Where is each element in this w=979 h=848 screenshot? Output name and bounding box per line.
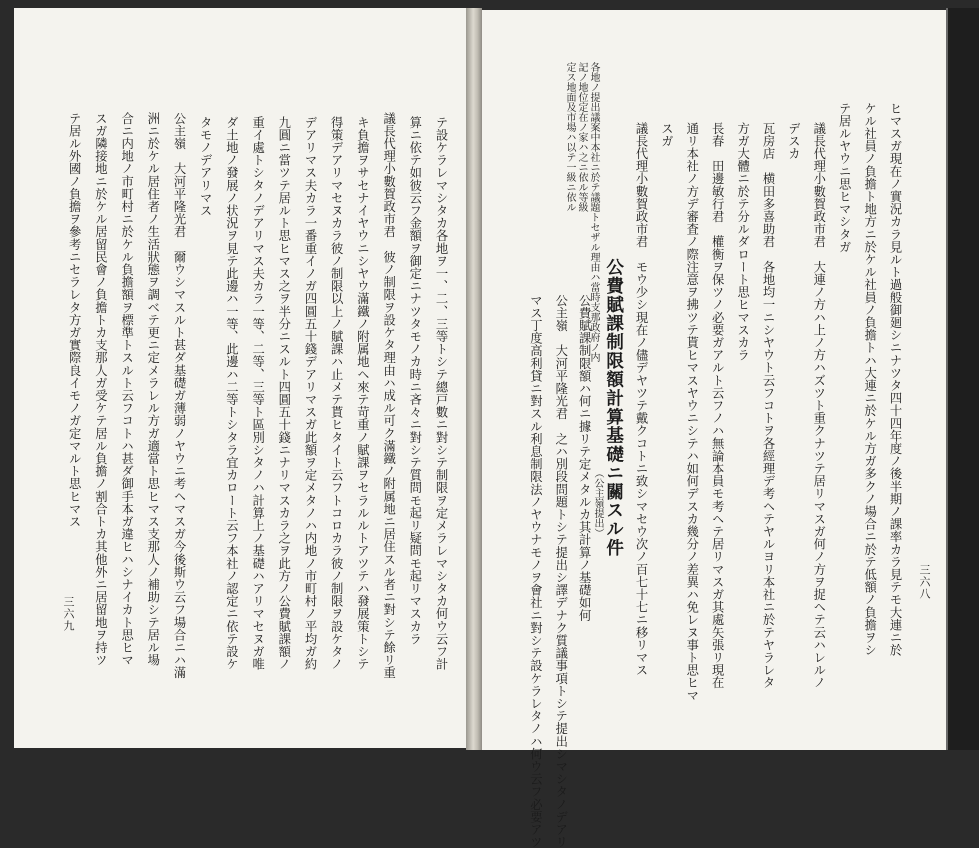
text-column: 議長代理小數賀政市君 大連ノ方ハ上ノ方ハズツト重クナツテ居リマスガ何ノ方ヲ捉ヘテ云ハレルノ <box>811 122 826 689</box>
text-column: 議長代理小數賀政市君 彼ノ制限ヲ設ケタ理由ハ成ル可ク滿鐵ノ附属地ニ居住スル者ニ對シテ餘リ重 <box>381 112 396 679</box>
text-column: スガ隣接地ニ於ケル居留民會ノ負擔トカ支那人ガ受ケテ居ル負擔ノ割合トカ其他外ニ居留地ヲ持ツ <box>93 112 108 667</box>
text-column: 瓦房店 横田多喜助君 各地均一ニシヤウト云フコトヲ各經理デ考ヘテヤルヨリ本社ニ於テヤラレタ <box>761 122 775 689</box>
text-column: タモノデアリマス <box>198 116 213 217</box>
text-column: 公費賦課制限額ハ何ニ據リテ定メタルカ其計算ノ基礎如何 <box>577 294 592 622</box>
text-column: スガ <box>659 122 674 148</box>
left-page <box>14 8 467 748</box>
side-note-line-2: 記ノ地位定在ノ家ハ之ニ依ル等級 <box>576 62 587 212</box>
text-column: 通リ本社ノ方デ審査ノ際注意ヲ拂ツテ貰ヒマスヤウニシテハ如何デスカ幾分ノ差異ハ免レヌ事ト思ヒマ <box>684 122 699 702</box>
text-column: テ設ケラレマシタカ各地ヲ一、二、三等トシテ總戸數ニ對シテ制限ヲ定メラレマシタカ何ウ云フ計 <box>434 116 448 671</box>
left-page-number: 三六九 <box>62 596 75 632</box>
text-column: マス丁度高利貸ニ對スル利息制限法ノヤウナモノヲ會社ニ對シテ設ケラレタノハ何ウ云フ必要アツ <box>528 294 543 848</box>
text-column: 公費賦課制限額計算基礎ニ關スル件 <box>603 258 624 558</box>
side-note-line-3: 定ス地面及市場ハ以テ一級ニ依ル <box>564 62 575 212</box>
text-column: 公主嶺 大河平隆光君 之ハ別段問題トシテ提出シ譯デナク質議事項トシテ提出シマシタノデアリ <box>553 294 568 848</box>
text-column: 重イ處トシタノデアリマス夫カラ一等、二等、三等ト區別シタノハ計算上ノ基礎ハアリマセヌガ唯 <box>250 116 265 671</box>
text-column: 洲ニ於ケル居住者ノ生活狀態ヲ調ベテ更ニ定メラレル方ガ適當ト思ヒマス支那人ノ補助シテ居ル場 <box>145 112 160 667</box>
text-column: ヒマスガ現在ノ實況カラ見ルト過般御廻シニナツタ四十四年度ノ後半期ノ課率カラ見テモ大連ニ於 <box>888 102 902 657</box>
text-column: ダ土地ノ發展ノ状況ヲ見テ此邊ハ一等、此邊ハ二等トシタラ宜カロート云フ本社ノ認定ニ依テ設ケ <box>224 116 239 671</box>
text-column: テ居ルヤウニ思ヒマシタガ <box>837 102 852 254</box>
book-gutter <box>466 8 482 750</box>
text-column: ケル社員ノ負擔ト地方ニ於ケル社員ノ負擔トハ大連ニ於ケル方ガ多クノ場合ニ於テ低額ノ負擔ヲシ <box>862 102 877 657</box>
text-column: 議長代理小數賀政市君 モウ少シ現在ノ儘デヤツテ戴クコトニ致シマセウ次ノ百七十七ニ移リマス <box>634 122 648 677</box>
right-page-number: 三六八 <box>918 564 931 600</box>
side-note-line-1: 各地ノ提出議案中本社ニ於テ議題トセザル理由ハ當時支那政府ノ内 <box>588 62 599 362</box>
heading-note: （公主嶺提出） <box>592 468 603 538</box>
text-column: 公主嶺 大河平隆光君 爾ウシマスルト甚ダ基礎ガ薄弱ノヤウニ考ヘマスガ今後斯ウ云フ場合ニハ滿 <box>172 112 186 679</box>
text-column: 算ニ依テ如彼云フ金額ヲ御定ニナツタモノカ時ニ吝々ニ對シテ質問モ起リ疑問モ起リマスカラ <box>407 116 422 646</box>
text-column: デアリマス夫カラ一番重イノガ四圓五十錢デアリマスガ此額ヲ定メタノハ内地ノ市町村ノ平均ガ約 <box>303 116 317 671</box>
scan-edge <box>946 8 979 750</box>
text-column: テ居ル外國ノ負擔ヲ參考ニセラレタ方ガ實際良イモノガ定マルト思ヒマス <box>67 112 82 528</box>
text-column: 長春 田邊敏行君 權衡ヲ保ツノ必要ガアルト云フノハ無論本員モ考ヘテ居リマスガ其處矢張リ現在 <box>710 122 725 689</box>
text-column: 得策デアリマセヌカラ彼ノ制限以上ノ賦課ハ止メテ貰ヒタイト云フトコロカラ彼ノ制限ヲ設ケタノ <box>329 116 344 671</box>
text-column: 九圓ニ當ツテ居ルト思ヒマス之ヲ半分ニスルト四圓五十錢ニナリマスカラ之ヲ此方ノ公費賦課額ノ <box>276 116 291 671</box>
text-column: 方ガ大體ニ於テ分ルダロート思ヒマスカラ <box>735 122 750 362</box>
right-page <box>482 10 948 848</box>
text-column: デスカ <box>786 122 801 160</box>
text-column: 合ニ内地ノ市町村ニ於ケル負擔額ヲ標準トスルト云フコトハ甚ダ御手本ガ違ヒハシナイカト思ヒマ <box>119 112 134 667</box>
text-column: キ負擔ヲサセナイヤウニシヤウ滿鐵ノ附属地ヘ來テ苛重ノ賦課ヲセラルルトアツテハ發展策トシテ <box>355 116 370 671</box>
